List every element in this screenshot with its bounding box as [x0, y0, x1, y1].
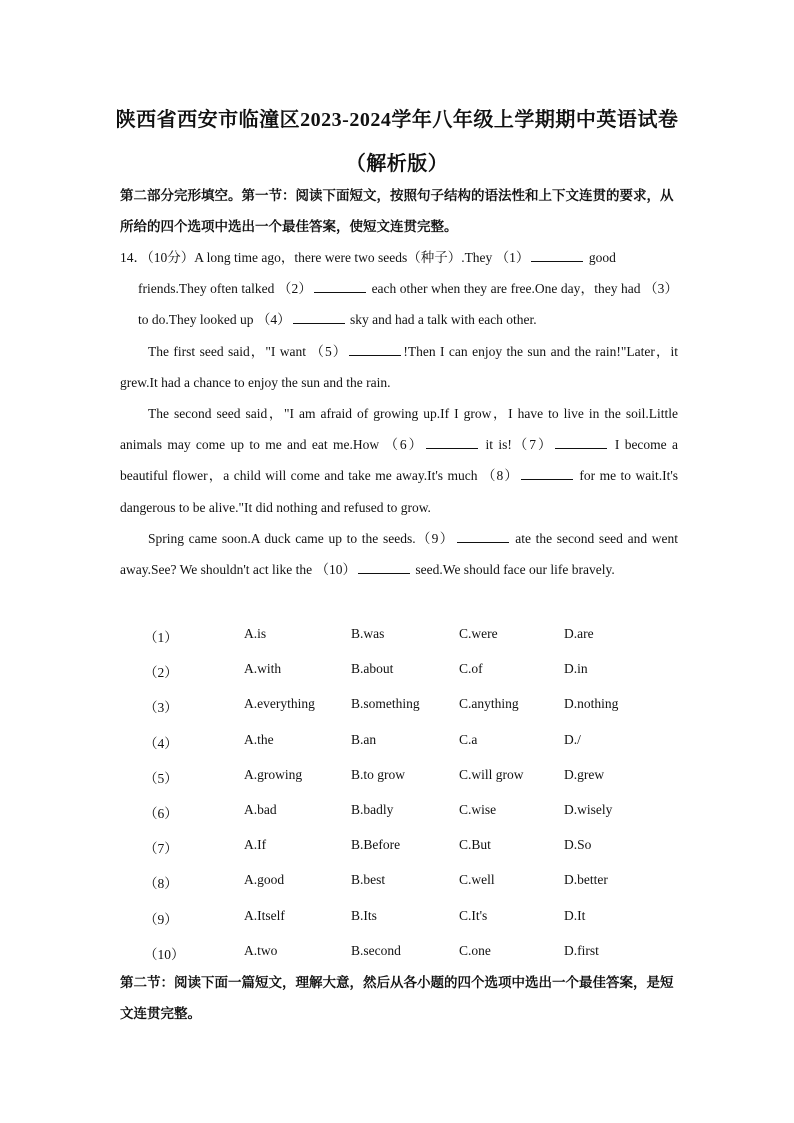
option-number: （1） [144, 630, 178, 645]
option-row [144, 723, 664, 758]
passage-text: 14．（10分）A long time ago，there were two seeds（种子）.They （1） [120, 250, 530, 265]
options-table [144, 617, 664, 969]
option-c: C.But [459, 837, 491, 853]
passage-text: The first seed said，"I want （5） [148, 344, 348, 359]
option-row [144, 652, 664, 687]
answer-blank-7 [555, 435, 607, 449]
option-b: B.second [351, 942, 401, 958]
passage-text: !Then I can enjoy the sun and the rain!"Later，it grew.It had a chance to enjoy the sun and the rain. [120, 344, 678, 391]
option-a: A.is [244, 626, 267, 641]
option-row [144, 687, 664, 722]
option-a: A.good [244, 872, 285, 888]
option-b: B.badly [351, 801, 394, 817]
option-a: A.If [244, 837, 267, 853]
answer-blank-2 [314, 279, 366, 293]
passage-text: I become a beautiful flower，a child will come and take me away.It's much （8） [120, 437, 679, 484]
option-d: D.grew [564, 766, 605, 782]
option-row [144, 617, 664, 652]
option-number: （4） [144, 735, 178, 751]
option-number: （7） [144, 841, 178, 857]
option-d: D.nothing [564, 696, 619, 712]
passage-paragraph-4 [120, 523, 678, 585]
passage-text: each other when they are free.One day，they had （3） [371, 281, 678, 297]
passage-paragraph-3 [120, 398, 678, 523]
option-b: B.best [351, 872, 386, 888]
passage-text: for me to wait.It's dangerous to be alive."It did nothing and refused to grow. [120, 468, 679, 515]
option-b: B.to grow [351, 766, 405, 782]
option-d: D.are [564, 626, 594, 641]
answer-blank-5 [349, 342, 401, 356]
option-b: B.was [351, 626, 385, 641]
section-instruction-part2: 第二节：阅读下面一篇短文，理解大意，然后从各小题的四个选项中选出一个最佳答案，是短文连贯完整。 [120, 975, 674, 1021]
passage-paragraph-2 [120, 336, 678, 398]
option-c: C.one [459, 942, 491, 958]
option-d: D.better [564, 872, 608, 888]
passage-text: Spring came soon.A duck came up to the seeds.（9） [148, 531, 455, 546]
option-b: B.Its [351, 907, 377, 923]
option-number: （9） [144, 911, 178, 927]
option-row [144, 758, 664, 793]
option-a: A.growing [244, 766, 303, 782]
option-c: C.It's [459, 907, 488, 923]
option-c: C.a [459, 731, 478, 747]
option-number: （2） [144, 665, 178, 681]
passage-text: ate the second seed and went away.See? We shouldn't act like the （10） [120, 531, 679, 578]
section-instruction: 第二部分完形填空。第一节：阅读下面短文，按照句子结构的语法性和上下文连贯的要求，从所给的四个选项中选出一个最佳答案，使短文连贯完整。 [120, 188, 674, 234]
answer-blank-4 [293, 310, 345, 324]
answer-blank-8 [521, 466, 573, 480]
answer-blank-6 [426, 435, 478, 449]
answer-blank-1 [531, 248, 583, 262]
option-b: B.about [351, 661, 394, 677]
option-a: A.two [244, 942, 278, 958]
option-a: A.bad [244, 801, 277, 817]
option-c: C.of [459, 661, 483, 677]
option-number: （8） [144, 876, 178, 892]
exam-subtitle: （解析版） [345, 153, 449, 175]
passage-text: seed.We should face our life bravely. [415, 562, 615, 578]
option-a: A.Itself [244, 907, 285, 923]
passage-text: friends.They often talked （2） [138, 281, 313, 297]
option-row [144, 828, 664, 863]
option-a: A.with [244, 661, 282, 677]
option-a: A.everything [244, 696, 315, 712]
passage-text: sky and had a talk with each other. [349, 312, 537, 328]
exam-title: 陕西省西安市临潼区2023-2024学年八年级上学期期中英语试卷 [115, 109, 679, 131]
option-b: B.an [351, 731, 377, 747]
option-d: D./ [564, 731, 581, 747]
option-row [144, 899, 664, 934]
option-d: D.first [564, 942, 599, 958]
option-c: C.were [459, 626, 498, 641]
passage-text: good [588, 250, 616, 265]
option-d: D.It [564, 907, 586, 923]
passage-paragraph-1 [120, 242, 678, 336]
option-number: （3） [144, 700, 178, 716]
option-number: （6） [144, 805, 178, 821]
option-c: C.anything [459, 696, 519, 712]
passage-text: to do.They looked up （4） [138, 312, 291, 328]
option-row [144, 863, 664, 898]
answer-blank-10 [358, 560, 410, 574]
option-c: C.wise [459, 801, 497, 817]
answer-blank-9 [457, 529, 509, 543]
passage-text: it is!（7） [485, 437, 554, 453]
option-b: B.something [351, 696, 420, 712]
option-c: C.well [459, 872, 495, 888]
option-number: （5） [144, 770, 178, 786]
option-row [144, 793, 664, 828]
option-row [144, 934, 664, 969]
option-d: D.wisely [564, 801, 613, 817]
option-c: C.will grow [459, 766, 524, 782]
option-d: D.So [564, 837, 592, 853]
passage-text: The second seed said，"I am afraid of growing up.If I grow，I have to live in the soil.Little animals may come up to me and eat me.How （6） [120, 406, 678, 453]
option-d: D.in [564, 661, 588, 677]
option-b: B.Before [351, 837, 401, 853]
option-a: A.the [244, 731, 274, 747]
option-number: （10） [144, 946, 185, 962]
